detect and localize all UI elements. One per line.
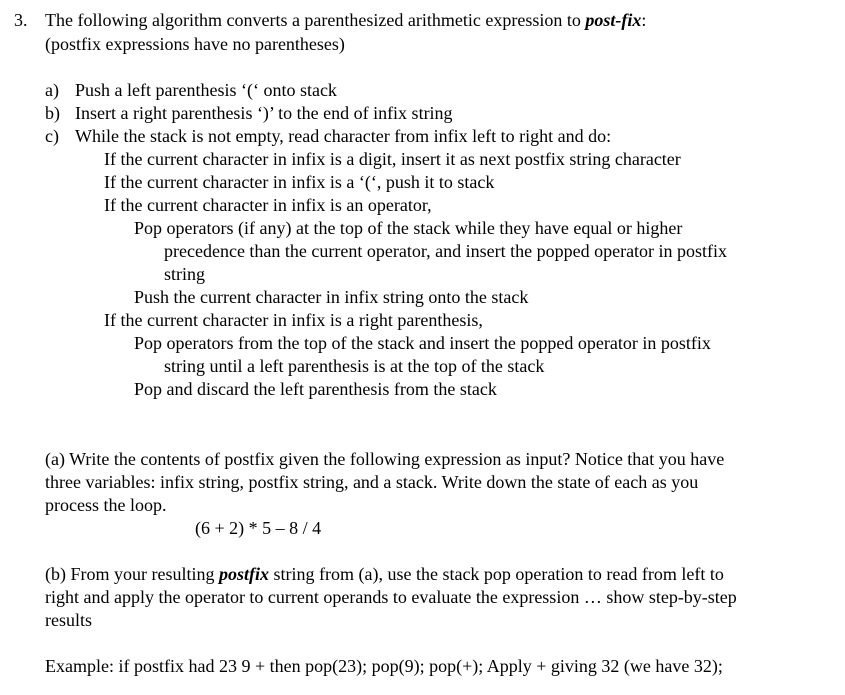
left-paren-rule: If the current character in infix is a ‘(‘, push it to stack bbox=[104, 172, 495, 192]
example-line: Example: if postfix had 23 9 + then pop(23); pop(9); pop(+); Apply + giving 32 (we have 32); bbox=[45, 656, 723, 676]
infix-expression: (6 + 2) * 5 – 8 / 4 bbox=[195, 518, 322, 538]
part-a-line-2: three variables: infix string, postfix string, and a stack. Write down the state of each as you bbox=[45, 472, 699, 492]
question-intro bbox=[45, 9, 646, 32]
right-discard: Pop and discard the left parenthesis from the stack bbox=[134, 379, 497, 399]
right-paren-rule: If the current character in infix is a right parenthesis, bbox=[104, 310, 483, 330]
operator-pop-line-3: string bbox=[164, 264, 206, 284]
part-a-line-3: process the loop. bbox=[45, 495, 167, 515]
step-a-text: Push a left parenthesis ‘(‘ onto stack bbox=[75, 80, 337, 100]
part-b-line-1-suffix: string from (a), use the stack pop operation to read from left to bbox=[269, 564, 724, 584]
part-a-line-1: (a) Write the contents of postfix given the following expression as input? Notice that you have bbox=[45, 449, 725, 469]
operator-pop-line-2: precedence than the current operator, and insert the popped operator in postfix bbox=[164, 241, 728, 261]
right-pop-line-1: Pop operators from the top of the stack and insert the popped operator in postfix bbox=[134, 333, 711, 353]
part-b-line-1 bbox=[45, 563, 724, 586]
postfix-emphasis: post-fix bbox=[585, 10, 642, 30]
operator-rule: If the current character in infix is an operator, bbox=[104, 195, 432, 215]
step-a-marker: a) bbox=[45, 80, 59, 100]
postfix-emphasis-b: postfix bbox=[218, 564, 269, 584]
step-c-marker: c) bbox=[45, 126, 59, 146]
right-pop-line-2: string until a left parenthesis is at the top of the stack bbox=[164, 356, 545, 376]
question-number: 3. bbox=[14, 10, 28, 30]
step-b-marker: b) bbox=[45, 103, 60, 123]
question-intro-text: The following algorithm converts a parenthesized arithmetic expression to bbox=[45, 10, 586, 30]
part-b-line-1-prefix: (b) From your resulting bbox=[45, 564, 219, 584]
step-b-text: Insert a right parenthesis ‘)’ to the end of infix string bbox=[75, 103, 453, 123]
digit-rule: If the current character in infix is a digit, insert it as next postfix string character bbox=[104, 149, 681, 169]
part-b-line-2: right and apply the operator to current operands to evaluate the expression … show step-by-step bbox=[45, 587, 737, 607]
operator-push: Push the current character in infix string onto the stack bbox=[134, 287, 529, 307]
question-note: (postfix expressions have no parentheses) bbox=[45, 34, 345, 54]
step-c-text: While the stack is not empty, read character from infix left to right and do: bbox=[75, 126, 612, 146]
question-intro-colon: : bbox=[641, 10, 647, 30]
part-b-line-3: results bbox=[45, 610, 92, 630]
operator-pop-line-1: Pop operators (if any) at the top of the stack while they have equal or higher bbox=[134, 218, 683, 238]
